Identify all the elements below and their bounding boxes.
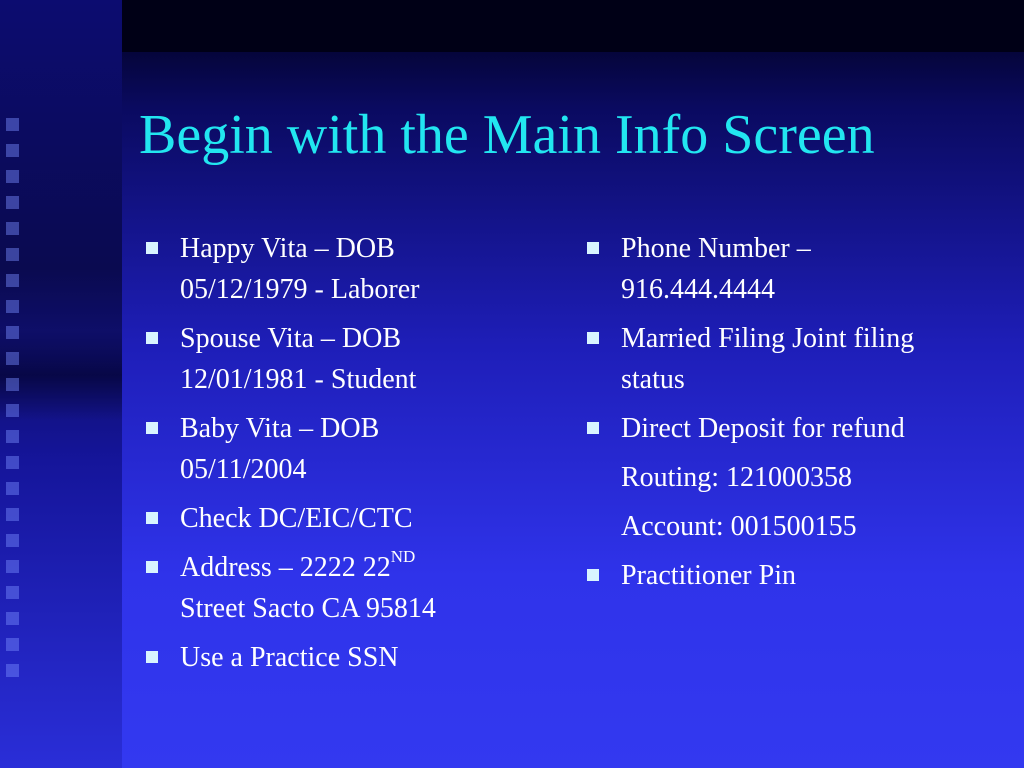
square-bullet-icon	[587, 242, 599, 254]
list-item	[142, 498, 562, 539]
item-line: Account: 001500155	[621, 511, 857, 542]
item-line: Address – 2222 22	[180, 552, 391, 583]
item-line: Direct Deposit for refund	[621, 413, 905, 444]
left-bullet-list	[142, 228, 562, 686]
list-item-continuation	[583, 457, 1003, 498]
square-bullet-icon	[146, 422, 158, 434]
decorative-squares	[6, 118, 30, 690]
item-line: 05/11/2004	[180, 454, 307, 485]
item-line: 916.444.4444	[621, 274, 775, 305]
item-line: Practitioner Pin	[621, 560, 796, 591]
list-item	[142, 318, 562, 400]
item-line: Street Sacto CA 95814	[180, 593, 436, 624]
square-bullet-icon	[587, 332, 599, 344]
item-line: Use a Practice SSN	[180, 642, 399, 673]
list-item	[583, 408, 1003, 449]
slide-title: Begin with the Main Info Screen	[139, 104, 875, 166]
left-decorative-strip	[0, 0, 122, 768]
list-item	[142, 547, 562, 629]
ordinal-superscript: ND	[390, 547, 416, 566]
item-line: Married Filing Joint filing	[621, 323, 915, 354]
square-bullet-icon	[146, 651, 158, 663]
square-bullet-icon	[146, 561, 158, 573]
list-item	[583, 228, 1003, 310]
top-dark-band	[122, 0, 1024, 52]
item-line: Happy Vita – DOB	[180, 233, 395, 264]
list-item	[583, 318, 1003, 400]
list-item	[142, 637, 562, 678]
list-item	[142, 408, 562, 490]
item-line: Baby Vita – DOB	[180, 413, 380, 444]
item-line: 12/01/1981 - Student	[180, 364, 417, 395]
item-line: Routing: 121000358	[621, 462, 853, 493]
item-line: Check DC/EIC/CTC	[180, 503, 413, 534]
item-line: Phone Number –	[621, 233, 811, 264]
square-bullet-icon	[146, 332, 158, 344]
square-bullet-icon	[587, 422, 599, 434]
item-line: 05/12/1979 - Laborer	[180, 274, 420, 305]
item-line: Spouse Vita – DOB	[180, 323, 402, 354]
list-item-continuation	[583, 506, 1003, 547]
square-bullet-icon	[146, 512, 158, 524]
list-item	[142, 228, 562, 310]
right-bullet-list	[583, 228, 1003, 604]
square-bullet-icon	[146, 242, 158, 254]
list-item	[583, 555, 1003, 596]
item-line: status	[621, 364, 685, 395]
square-bullet-icon	[587, 569, 599, 581]
